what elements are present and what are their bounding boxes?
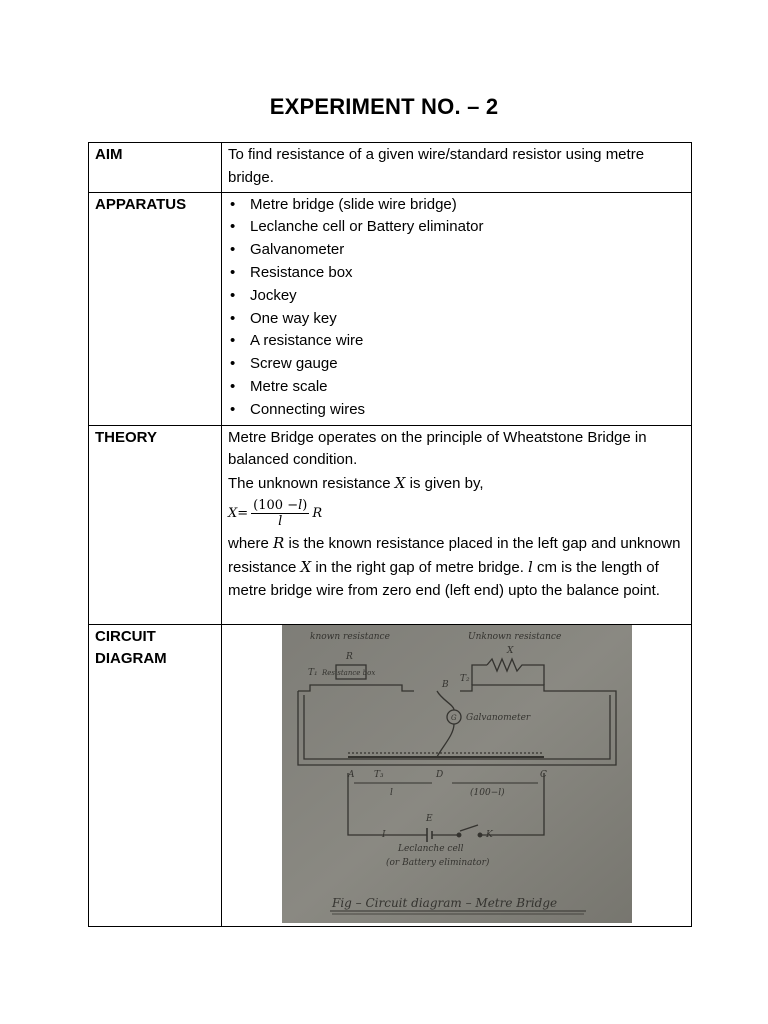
apparatus-label: APPARATUS (89, 192, 222, 425)
aim-label: AIM (89, 143, 222, 193)
label-unknown: Unknown resistance (468, 631, 562, 642)
label-right-length: (100−l) (470, 787, 505, 798)
var-r: R (273, 533, 285, 552)
label-g: G (451, 713, 457, 722)
circuit-row (89, 624, 692, 926)
formula-fraction (251, 498, 309, 529)
theory-row (89, 425, 692, 624)
experiment-table (88, 142, 692, 927)
label-c: C (540, 769, 547, 780)
circuit-label-1: CIRCUIT (95, 627, 156, 645)
theory-explanation (228, 532, 685, 602)
end-text: cm is the length of metre bridge wire from zero end (left end) upto the balance point. (228, 558, 660, 599)
label-known: known resistance (310, 631, 390, 642)
label-r: R (346, 651, 353, 662)
num-pre: (100 − (253, 498, 299, 514)
theory-principle: Metre Bridge operates on the principle of Wheatstone Bridge in balanced condition. (228, 428, 647, 469)
resistance-formula (228, 496, 685, 532)
var-x: X (394, 474, 406, 493)
theory-given-by (228, 472, 685, 496)
var-l: l (528, 557, 533, 576)
theory-given-post: is given by, (405, 475, 484, 493)
apparatus-cell (222, 192, 692, 425)
apparatus-item: • A resistance wire (250, 330, 685, 353)
label-b: B (442, 679, 449, 690)
circuit-label (89, 624, 222, 926)
formula-lhs: X (228, 505, 238, 521)
label-t3: T₃ (374, 769, 384, 780)
diagram-caption: Fig – Circuit diagram – Metre Bridge (332, 895, 558, 910)
formula-rhs: R (312, 505, 323, 521)
apparatus-item: • Jockey (250, 285, 685, 308)
apparatus-row (89, 192, 692, 425)
circuit-cell (222, 624, 692, 926)
theory-given-pre: The unknown resistance (228, 475, 395, 493)
apparatus-item: • Leclanche cell or Battery eliminator (250, 216, 685, 239)
label-box: Resistance box (322, 668, 376, 677)
circuit-label-2: DIAGRAM (95, 650, 167, 668)
circuit-diagram-photo (282, 625, 632, 923)
formula-numerator (251, 498, 309, 514)
label-e: E (426, 813, 433, 824)
theory-label: THEORY (89, 425, 222, 624)
label-a: A (348, 769, 355, 780)
label-i: I (382, 829, 386, 840)
label-k: K (486, 829, 493, 840)
apparatus-item: • Galvanometer (250, 239, 685, 262)
apparatus-item: • Resistance box (250, 262, 685, 285)
page-title: EXPERIMENT NO. – 2 (269, 94, 499, 119)
num-var: l (298, 498, 303, 514)
var-x-2: X (300, 557, 312, 576)
theory-cell (222, 425, 692, 624)
where-text: where (228, 534, 274, 552)
label-d: D (436, 769, 444, 780)
apparatus-item: • Metre bridge (slide wire bridge) (250, 194, 685, 217)
label-l: l (390, 787, 393, 798)
label-cell: Leclanche cell (398, 843, 464, 854)
apparatus-list (228, 194, 685, 422)
apparatus-item: • One way key (250, 308, 685, 331)
label-x: X (507, 645, 514, 656)
circuit-photo-wrap (222, 625, 691, 923)
aim-row (89, 143, 692, 193)
mid-text-1: is the known resistance placed in the left gap and unknown resistance (228, 534, 681, 576)
apparatus-item: • Screw gauge (250, 353, 685, 376)
label-galvanometer: Galvanometer (466, 712, 531, 723)
apparatus-item: • Connecting wires (250, 399, 685, 422)
mid-text-2: in the right gap of metre bridge. (311, 558, 529, 576)
apparatus-item: • Metre scale (250, 376, 685, 399)
label-cell-alt: (or Battery eliminator) (386, 857, 490, 868)
formula-denominator: l (278, 514, 283, 530)
aim-text: To find resistance of a given wire/standard resistor using metre bridge. (222, 143, 692, 193)
label-t1: T₁ (308, 667, 318, 678)
formula-equals: = (237, 505, 249, 521)
num-post: ) (302, 498, 308, 514)
label-t2: T₂ (460, 673, 470, 684)
